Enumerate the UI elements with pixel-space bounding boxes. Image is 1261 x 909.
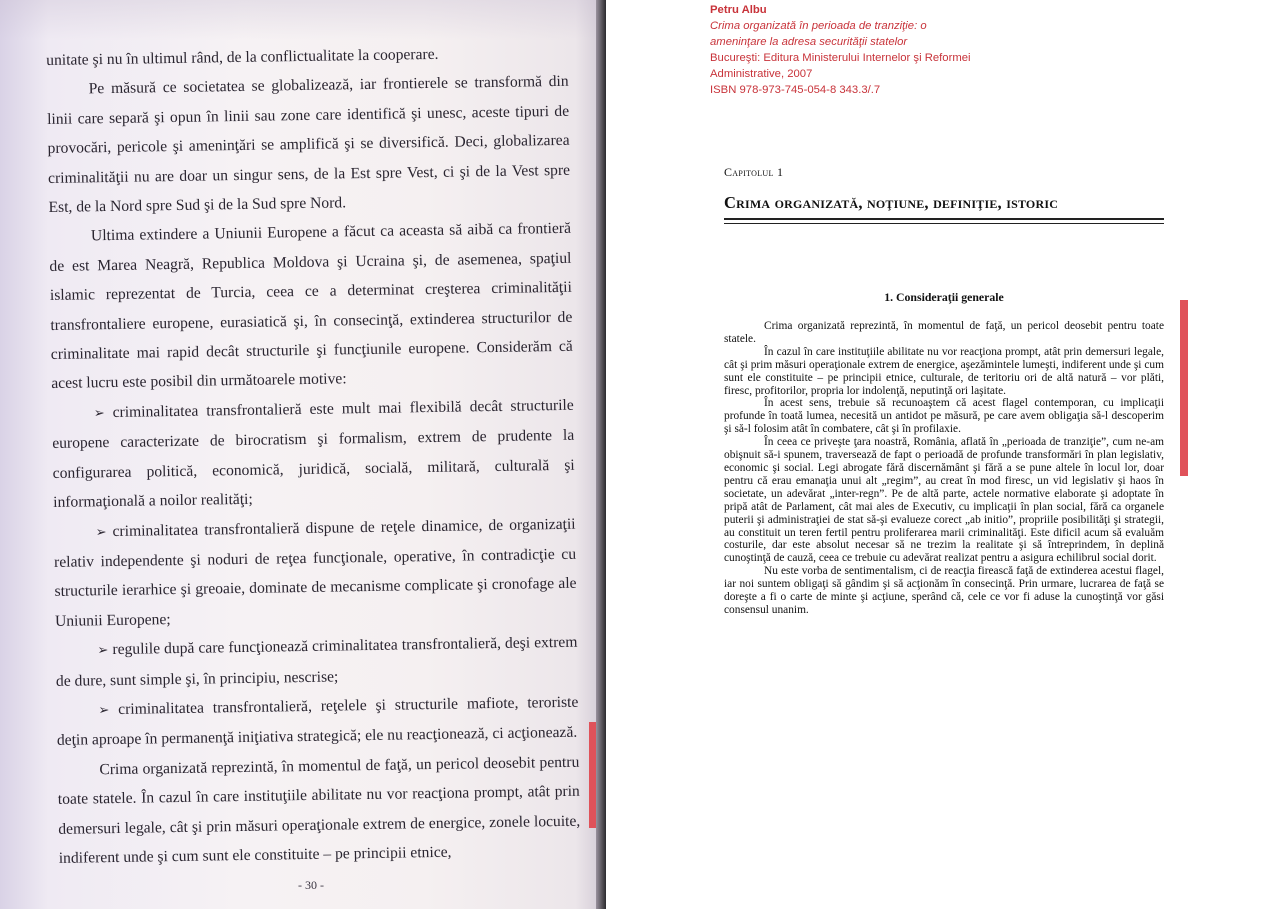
page-shadow (0, 0, 606, 40)
citation-block (710, 2, 1110, 98)
document-paragraph: Crima organizată reprezintă, în momentul de faţă, un pericol deosebit pentru toate statele. (724, 320, 1164, 345)
arrow-bullet-icon: ➢ (97, 643, 109, 659)
book-paragraph: Pe măsură ce societatea se globalizează, iar frontierele se transformă din linii care separă şi opun în linii sau zone care identifică şi unesc, aceste tipuri de provocări, pericole şi ameninţări se amplifică şi se diversifică. Deci, globalizarea criminalităţii nu are doar un singur sens, de la Est spre Vest, ci şi de la Vest spre Est, de la Nord spre Sud şi de la Sud spre Nord. (47, 73, 571, 217)
arrow-bullet-icon: ➢ (93, 405, 105, 422)
document-body (724, 320, 1164, 617)
book-bullet-text: criminalitatea transfrontalieră, reţelele şi structurile mafiote, teroriste deţin aproape în permanenţă iniţiativa strategică; ele nu reacţionează, ci acţionează. (56, 693, 579, 750)
document-paragraph: Nu este vorba de sentimentalism, ci de reacţia firească faţă de extinderea acestui flagel, iar noi suntem obligaţi să gândim şi să acţionăm în consecinţă. Prin urmare, lucrarea de faţă se doreşte a fi o carte de minte şi acţiune, sperând că, cele ce vor fi aduse la cunoştinţă vor găsi consensul unanim. (724, 565, 1164, 616)
highlight-marker (1180, 300, 1188, 476)
book-bullet-item (53, 509, 577, 636)
book-bullet-item (55, 628, 578, 696)
book-page-photo (0, 0, 606, 909)
chapter-title: Crima organizată, noţiune, definiţie, istoric (724, 193, 1164, 220)
book-spine (596, 0, 606, 909)
arrow-bullet-icon: ➢ (98, 703, 110, 719)
citation-isbn: ISBN 978-973-745-054-8 343.3/.7 (710, 84, 881, 96)
book-bullet-item (52, 391, 576, 518)
book-bullet-item (56, 688, 579, 756)
document-paragraph: În acest sens, trebuie să recunoaştem că acest flagel contemporan, cu implicaţii profunde în toată lumea, necesită un antidot pe măsură, pe care avem obligaţia să-l descoperim şi să-l folosim atât în combatere, cât şi în profilaxie. (724, 397, 1164, 436)
book-bullet-text: regulile după care funcţionează criminalitatea transfrontalieră, deşi extrem de dure, sunt simple şi, în principiu, nescrise; (55, 633, 578, 690)
book-bullet-text: criminalitatea transfrontalieră dispune de reţele dinamice, de organizaţii relativ independente şi noduri de reţea funcţionale, operative, în contradicţie cu structurile ierarhice şi greoaie, dominate de mecanisme complicate şi cronofage ale Uniunii Europene; (53, 515, 577, 630)
book-bullet-text: criminalitatea transfrontalieră este mult mai flexibilă decât structurile europene caracterizate de birocratism şi formalism, extrem de prudente la configurarea politică, economică, juridică, socială, militară, culturală şi informaţională a noilor realităţi; (52, 396, 575, 512)
page-number: - 30 - (298, 878, 324, 892)
book-page-text (46, 38, 581, 873)
book-paragraph: Crima organizată reprezintă, în momentul de faţă, un pericol deosebit pentru toate statele. În cazul în care instituţiile abilitate nu vor reacţiona prompt, atât prin demersuri legale, cât şi prin măsuri operaţionale extrem de energice, zonele locuite, indiferent unde şi cum sunt ele constituite – pe principii etnice, (57, 753, 581, 867)
document-paragraph: În ceea ce priveşte ţara noastră, România, aflată în „perioada de tranziţie”, cum ne-am obişnuit să-i spunem, traversează de fapt o perioadă de profunde transformări în plan legislativ, economic şi social. Legi abrogate fără discernământ şi fără a se pune altele în locul lor, doar pentru că erau emanaţia unui alt „regim”, au creat în mod firesc, un vid legislativ şi haos în societate, un adevărat „inter-regn”. Pe de altă parte, actele normative elaborate şi adoptate în pripă atât de Parlament, cât mai ales de Executiv, cu implicaţii în plan social, fără ca organele puterii şi administraţiei de stat să-şi evalueze corect „ab initio”, propriile posibilităţi şi strategii, au constituit un teren fertil pentru proliferarea marii criminalităţi. Este dificil acum să evaluăm costurile, dar este absolut necesar să ne trezim la realitate şi să întreprindem, în deplină cunoştinţă de cauză, ceea ce trebuie cu adevărat realizat pentru a asigura echilibrul social dorit. (724, 436, 1164, 565)
citation-author: Petru Albu (710, 4, 767, 16)
book-paragraph: Ultima extindere a Uniunii Europene a făcut ca aceasta să aibă ca frontieră de est Marea Neagră, Republica Moldova şi Ucraina şi, de asemenea, spaţiul islamic reprezentat de Turcia, ceea ce a determinat creşterea criminalităţii transfrontaliere europene, eurasiatică şi, în consecinţă, extinderea structurilor de criminalitate mai rapid decât structurile şi funcţiunile europene. Considerăm că acest lucru este posibil din următoarele motive: (49, 220, 573, 393)
document-paragraph: În cazul în care instituţiile abilitate nu vor reacţiona prompt, atât prin demersuri legale, cât şi prim măsuri operaţionale extrem de energice, aşezămintele lumeşti, indiferent unde şi cum sunt ele constituite – pe principii etnice, culturale, de teritoriu ori de altă natură – vor plăti, firesc, profitorilor, propria lor indolenţă, neputinţă ori laşitate. (724, 345, 1164, 397)
citation-title: Crima organizată în perioada de tranziţie: o (710, 20, 927, 32)
citation-publisher: Bucureşti: Editura Ministerului Internelor şi Reformei (710, 52, 971, 64)
citation-title: ameninţare la adresa securităţii statelor (710, 36, 908, 48)
document-page (606, 0, 1261, 909)
citation-publisher: Administrative, 2007 (710, 68, 813, 80)
book-paragraph: unitate şi nu în ultimul rând, de la conflictualitate la cooperare. (46, 45, 439, 69)
section-title: 1. Consideraţii generale (884, 290, 1004, 304)
arrow-bullet-icon: ➢ (95, 524, 107, 540)
title-underline (724, 223, 1164, 224)
chapter-label: Capitolul 1 (724, 165, 784, 179)
